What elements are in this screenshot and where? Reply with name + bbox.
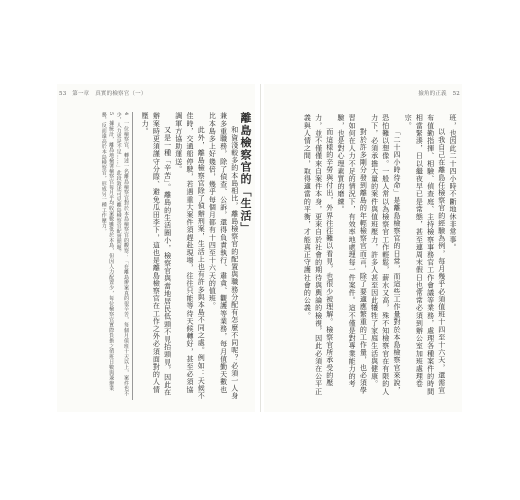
left-page [57, 84, 255, 412]
right-page-header [418, 89, 460, 97]
paragraph: 「二十四小時待命」是離島檢察官的日常，而這些工作量對於本島檢察官來說，恐怕難以想像。一般人常以為檢察官工作輕鬆，薪水又高，殊不知檢察官在有限的人力下，必須承擔大量的案件與值班壓力，許多人甚至因此犧牲了家庭生活與健康。 [370, 114, 401, 396]
right-page-body [274, 114, 458, 400]
left-page-number: 53 [59, 91, 67, 97]
paragraph: 對於許多剛分發到離島的年輕檢察官而言，除了要適應繁重的工作量，也必須學習如何在人力不足的情況下，有效率地處理每一件案件。這不僅是對專業能力的考驗，也是對心理素質的磨練。 [336, 114, 368, 394]
paragraph: 和資淺較多的本島相比，離島檢察官的配置與職務分配有怎麼不同呢？必須一人身兼多重職務，除了偵查、公訴，還得負責執行、肅貪、觀護等業務，每月值勤天數也比本島多上好幾倍，幾乎每個月都有十四至十六天的值班。 [208, 112, 239, 400]
paragraph: 又是一種「辛苦」。離島的生活圈小，檢察官與當地居民低頭不見抬頭見，因此在辦案時更須謹守分際、避免瓜田李下，這也是離島檢察官在工作之外必須面對的人情壓力。 [141, 112, 172, 397]
right-page-number: 52 [452, 91, 460, 97]
section-title: 離島檢察官的「生活」 [239, 112, 252, 234]
book-title: 撿角的正義 [418, 91, 447, 97]
chapter-title: 真實的檢察官（一） [95, 91, 147, 97]
chapter-label: 第一章 [72, 91, 90, 97]
paragraph: 班，也因此二十四小時不斷地休非常事。 [449, 114, 457, 251]
footnotes [99, 112, 133, 400]
book-gutter [260, 84, 261, 412]
paragraph: 而這樣的辛勞與付出，外界往往難以看見，也很少被理解。檢察官所承受的壓力，並不僅僅來自案件本身，更來自於社會的期待與輿論的檢視，因此必須在公平正義與人情之間，取得適當的平衡，才能真正守護社會的公義。 [303, 114, 334, 396]
paragraph: 以我自己在離島任檢察官的經驗為例，每月幾乎必須值班十四至十六天，還需宣布值勤指揮、相驗、偵查庭、主持檢察事務官工作會議等業務，處理各種案件的時間相當緊湊，日以繼夜早已是常態，甚至連周末假日也常常必須到辦公室加班處理卷宗。 [404, 114, 446, 396]
paragraph: 此外，離島檢察官除了偵辦刑案，生活上也有許多與本島不同之處。例如：天候不佳時，交通船停駛，若遇重大案件須趕赴現場，往往只能等待天候轉好，甚至必須協調軍方協助運送。 [174, 112, 206, 400]
footnote: 4 一位檢察官，轉述一名離島檢察官對於本島檢察官的觀察：「在離島辦案真的很辛苦，每個月值班十天以上，案件也不少，人力更是不足……」此段敘述可見離島檢察官配置問題。 [115, 112, 129, 397]
footnote: 5 據統計，離島地檢署檢察官每月平均收案數雖低於本島，但因人力配置少，每位檢察官實際負擔之值班日數與兼辦業務，反而遠高於本島檢察官，形成另一種工作壓力。 [100, 112, 115, 392]
left-page-header [59, 89, 147, 97]
left-page-body [63, 112, 251, 400]
right-page [264, 84, 462, 412]
